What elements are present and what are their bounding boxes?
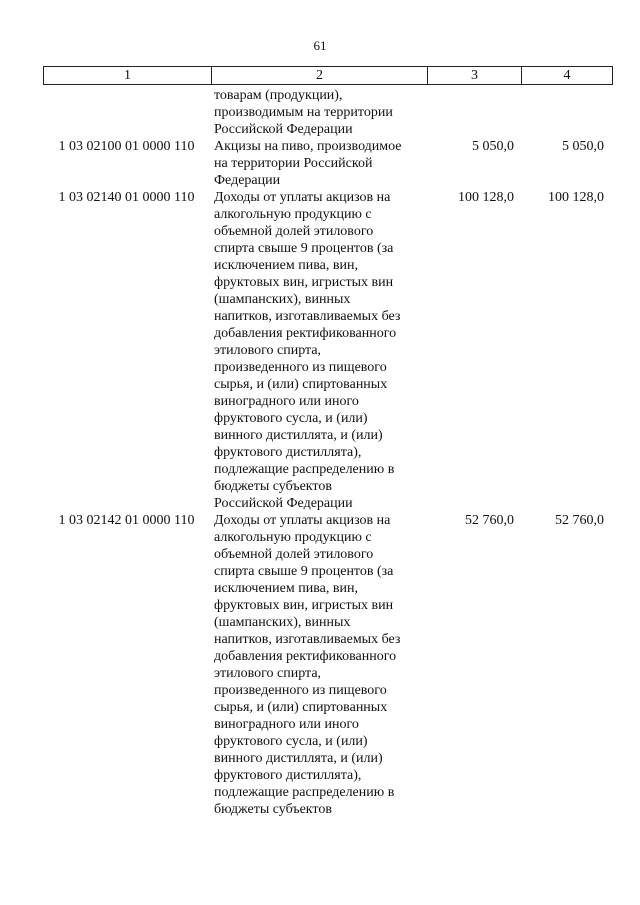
table-row xyxy=(43,189,608,512)
row-code: 1 03 02100 01 0000 110 xyxy=(58,139,195,154)
page-number: 61 xyxy=(313,38,327,53)
column-header-row xyxy=(44,67,613,85)
table-body xyxy=(43,87,608,818)
row-name: Доходы от уплаты акцизов на алкогольную продукцию с объемной долей этилового спирта свыше 9 процентов (за исключением пива, вин, фруктовых вин, игристых вин (шампанских), винных напитков, изготавливаемых без добавления ректификованного этилового спирта, произведенного из пищевого сырья, и (или) спиртованных виноградного или иного фруктового сусла, и (или) винного дистиллята, и (или) фруктового дистиллята), подлежащие распределению в бюджеты субъектов Российской Федерации xyxy=(214,190,401,511)
row-value-3: 52 760,0 xyxy=(465,513,514,528)
table-row xyxy=(43,512,608,818)
column-header-table xyxy=(43,66,613,85)
row-value-3: 100 128,0 xyxy=(458,190,514,205)
row-name: Доходы от уплаты акцизов на алкогольную продукцию с объемной долей этилового спирта свыше 9 процентов (за исключением пива, вин, фруктовых вин, игристых вин (шампанских), винных напитков, изготавливаемых без добавления ректификованного этилового спирта, произведенного из пищевого сырья, и (или) спиртованных виноградного или иного фруктового сусла, и (или) винного дистиллята, и (или) фруктового дистиллята), подлежащие распределению в бюджеты субъектов xyxy=(214,513,401,817)
row-value-4: 5 050,0 xyxy=(562,139,604,154)
column-header-3: 3 xyxy=(428,67,522,85)
row-value-4: 52 760,0 xyxy=(555,513,604,528)
table-row-continuation xyxy=(43,87,608,138)
table-row xyxy=(43,138,608,189)
row-value-3: 5 050,0 xyxy=(472,139,514,154)
row-name: товарам (продукции), производимым на территории Российской Федерации xyxy=(214,88,393,137)
row-code: 1 03 02140 01 0000 110 xyxy=(58,190,195,205)
column-header-1: 1 xyxy=(44,67,212,85)
column-header-4: 4 xyxy=(522,67,613,85)
column-header-2: 2 xyxy=(212,67,428,85)
row-code: 1 03 02142 01 0000 110 xyxy=(58,513,195,528)
row-value-4: 100 128,0 xyxy=(548,190,604,205)
row-name: Акцизы на пиво, производимое на территории Российской Федерации xyxy=(214,139,402,188)
